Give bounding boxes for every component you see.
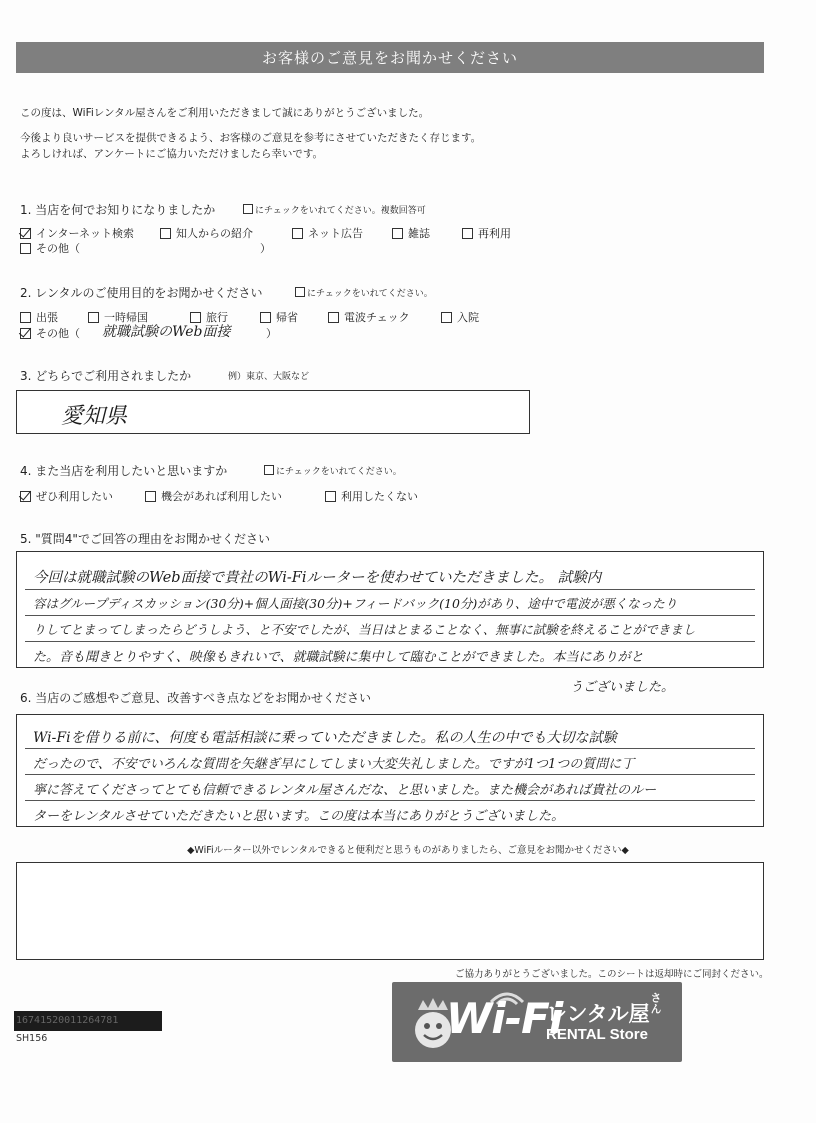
- q5-answer-line-4: た。音も聞きとりやすく、映像もきれいで、就職試験に集中して臨むことができました。本当にありがと: [33, 650, 644, 665]
- checkbox[interactable]: [160, 228, 171, 239]
- checkbox[interactable]: [20, 491, 31, 502]
- question-3-title: 3. どちらでご利用されましたか: [20, 369, 192, 383]
- q2-option-temporary-return[interactable]: 一時帰国: [88, 309, 148, 325]
- question-3-note: 例）東京、大阪など: [228, 372, 310, 382]
- brand-logo: [392, 982, 682, 1062]
- q2-option-signal-check[interactable]: 電波チェック: [328, 309, 410, 325]
- question-6-title: 6. 当店のご感想やご意見、改善すべき点などをお聞かせください: [20, 691, 372, 705]
- page-title: お客様のご意見をお聞かせください: [16, 42, 764, 73]
- question-1-note: にチェックをいれてください。複数回答可: [243, 203, 426, 216]
- question-3-answer-box[interactable]: [16, 390, 530, 434]
- q2-other-close: ）: [266, 327, 277, 340]
- checkbox[interactable]: [441, 312, 452, 323]
- q2-option-hospital[interactable]: 入院: [441, 309, 479, 325]
- footer-thanks: ご協力ありがとうございました。このシートは返却時にご同封ください。: [455, 969, 769, 980]
- q1-option-magazine[interactable]: 雑誌: [392, 225, 430, 241]
- ruled-line: [25, 615, 755, 616]
- question-7-answer-box[interactable]: [16, 862, 764, 960]
- q6-answer-line-3: 寧に答えてくださってとても信頼できるレンタル屋さんだな、と思いました。また機会があれば貴社のルー: [33, 783, 657, 798]
- checkbox-sample-icon: [264, 465, 274, 475]
- checkbox[interactable]: [88, 312, 99, 323]
- q1-option-other[interactable]: その他（: [20, 240, 80, 256]
- checkbox[interactable]: [328, 312, 339, 323]
- question-2-note: にチェックをいれてください。: [295, 286, 433, 299]
- q5-answer-line-2: 容はグループディスカッション(30分)+個人面接(30分)+フィードバック(10分)があり、途中で電波が悪くなったり: [33, 596, 678, 611]
- q4-option-no[interactable]: 利用したくない: [325, 488, 418, 504]
- checkbox[interactable]: [462, 228, 473, 239]
- q2-option-homecoming[interactable]: 帰省: [260, 309, 298, 325]
- intro-line-1: この度は、WiFiレンタル屋さんをご利用いただきまして誠にありがとうございました。: [20, 107, 430, 119]
- intro-line-3: よろしければ、アンケートにご協力いただけましたら幸いです。: [20, 148, 324, 160]
- q5-answer-line-3: りしてとまってしまったらどうしよう、と不安でしたが、当日はとまることなく、無事に試験を終えることができまし: [33, 622, 696, 637]
- checkbox[interactable]: [20, 228, 31, 239]
- question-2-title: 2. レンタルのご使用目的をお聞かせください: [20, 286, 263, 300]
- checkbox[interactable]: [20, 328, 31, 339]
- checkbox[interactable]: [20, 243, 31, 254]
- q4-option-if-chance[interactable]: 機会があれば利用したい: [145, 488, 282, 504]
- q2-option-travel[interactable]: 旅行: [190, 309, 228, 325]
- q3-answer: 愛知県: [61, 404, 128, 429]
- checkbox[interactable]: [292, 228, 303, 239]
- sheet-code: SH156: [16, 1033, 48, 1044]
- barcode: 16741520011264781: [14, 1011, 162, 1031]
- q4-option-definitely[interactable]: ぜひ利用したい: [20, 488, 113, 504]
- logo-san-text: さん: [649, 992, 662, 1014]
- ruled-line: [25, 774, 755, 775]
- checkbox[interactable]: [145, 491, 156, 502]
- q5-answer-overflow: うございました。: [570, 680, 675, 695]
- q5-answer-line-1: 今回は就職試験のWeb面接で貴社のWi-Fiルーターを使わせていただきました。 試験内: [33, 570, 602, 586]
- question-5-answer-box[interactable]: [16, 551, 764, 668]
- ruled-line: [25, 800, 755, 801]
- logo-wifi-text: Wi-Fi: [446, 994, 563, 1043]
- question-5-title: 5. "質問4"でご回答の理由をお聞かせください: [20, 532, 270, 546]
- checkbox[interactable]: [392, 228, 403, 239]
- checkbox-sample-icon: [295, 287, 305, 297]
- question-7-title: ◆WiFiルーター以外でレンタルできると便利だと思うものがありましたら、ご意見をお聞かせください◆: [187, 845, 629, 856]
- q1-option-referral[interactable]: 知人からの紹介: [160, 225, 253, 241]
- intro-line-2: 今後より良いサービスを提供できるよう、お客様のご意見を参考にさせていただきたく存じます。: [20, 132, 482, 144]
- q6-answer-line-4: ターをレンタルさせていただきたいと思います。この度は本当にありがとうございました。: [33, 809, 565, 824]
- checkbox-sample-icon: [243, 204, 253, 214]
- q6-answer-line-2: だったので、不安でいろんな質問を矢継ぎ早にしてしまい大変失礼しました。ですが1つ1つの質問に丁: [33, 757, 635, 772]
- question-4-title: 4. また当店を利用したいと思いますか: [20, 464, 228, 478]
- ruled-line: [25, 589, 755, 590]
- q1-other-close: ）: [260, 242, 271, 255]
- checkbox[interactable]: [20, 312, 31, 323]
- q2-option-business-trip[interactable]: 出張: [20, 309, 58, 325]
- q6-answer-line-1: Wi-Fiを借りる前に、何度も電話相談に乗っていただきました。私の人生の中でも大切な試験: [33, 730, 617, 746]
- q1-option-reuse[interactable]: 再利用: [462, 225, 511, 241]
- checkbox[interactable]: [325, 491, 336, 502]
- q1-option-internet-search[interactable]: インターネット検索: [20, 225, 134, 241]
- q1-option-net-ad[interactable]: ネット広告: [292, 225, 363, 241]
- q2-other-answer[interactable]: 就職試験のWeb面接: [102, 324, 231, 340]
- question-6-answer-box[interactable]: [16, 714, 764, 827]
- question-4-note: にチェックをいれてください。: [264, 464, 402, 477]
- checkbox[interactable]: [260, 312, 271, 323]
- logo-store-text: RENTAL Store: [546, 1026, 648, 1043]
- question-1-title: 1. 当店を何でお知りになりましたか: [20, 203, 216, 217]
- logo-rental-text: レンタル屋: [546, 1002, 650, 1026]
- q2-option-other[interactable]: その他（: [20, 325, 80, 341]
- ruled-line: [25, 641, 755, 642]
- ruled-line: [25, 748, 755, 749]
